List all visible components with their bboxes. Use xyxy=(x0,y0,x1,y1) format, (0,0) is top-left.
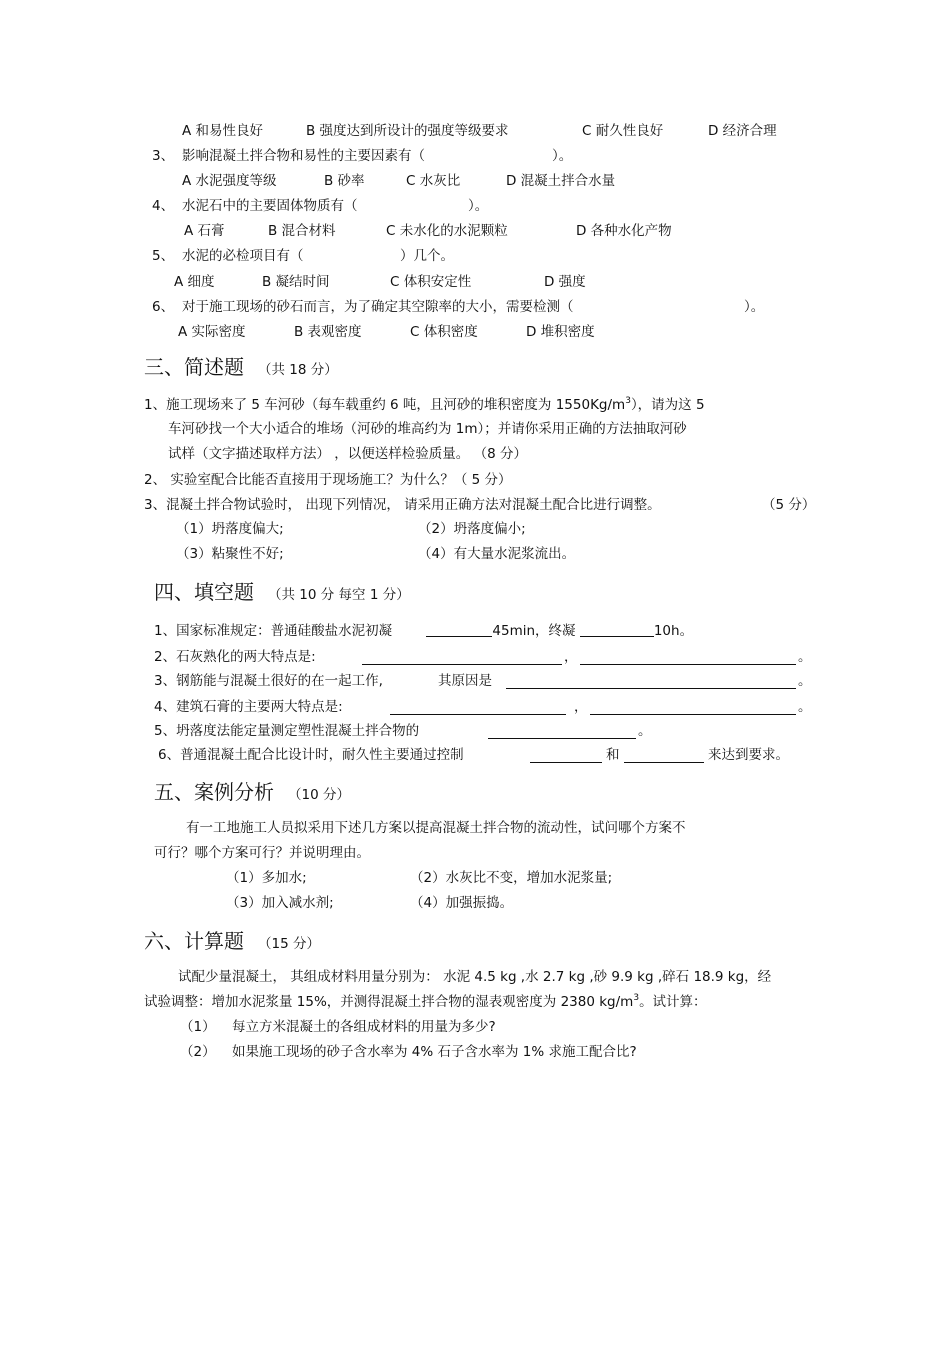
period: 。 xyxy=(798,673,812,689)
option-d: D 强度 xyxy=(544,274,586,290)
calc-text: 试验调整：增加水泥浆量 15%，并测得混凝土拌合物的湿表观密度为 2380 kg/m xyxy=(144,994,634,1010)
q1-text: 1、国家标准规定：普通硅酸盐水泥初凝 xyxy=(154,623,393,639)
fill-blank-q6-end: 来达到要求。 xyxy=(708,747,789,763)
period: 。 xyxy=(798,699,812,715)
list-item: （1）多加水; xyxy=(226,870,307,886)
question-text: 水泥石中的主要固体物质有（ xyxy=(182,198,358,214)
option-b: B 混合材料 xyxy=(268,223,336,239)
short-answer-q1-line2: 车河砂找一个大小适合的堆场（河砂的堆高约为 1m）；并请你采用正确的方法抽取河砂 xyxy=(168,421,687,437)
and-word: 和 xyxy=(606,747,620,763)
calc-paragraph-line1: 试配少量混凝土， 其组成材料用量分别为： 水泥 4.5 kg ,水 2.7 kg ,砂 9.9 kg ,碎石 18.9 kg，经 xyxy=(178,969,772,985)
answer-value: 45min xyxy=(492,623,536,639)
section-points: （共 18 分） xyxy=(258,362,338,378)
superscript: 3 xyxy=(633,993,640,1003)
section-3-heading xyxy=(144,355,338,382)
fill-blank-q3: 3、钢筋能与混凝土很好的在一起工作, xyxy=(154,673,383,689)
option-a: A 实际密度 xyxy=(178,324,246,340)
short-answer-q1-line3: 试样（文字描述取样方法） ，以便送样检验质量。 （8 分） xyxy=(168,446,527,462)
option-c: C 体积密度 xyxy=(410,324,478,340)
list-item: （2）水灰比不变，增加水泥浆量; xyxy=(410,870,613,886)
question-number: 6、 xyxy=(152,299,175,315)
question-close: ）。 xyxy=(552,148,573,164)
answer-blank xyxy=(506,674,796,689)
option-a: A 水泥强度等级 xyxy=(182,173,277,189)
option-c: C 未水化的水泥颗粒 xyxy=(386,223,508,239)
case-paragraph-line1: 有一工地施工人员拟采用下述几方案以提高混凝土拌合物的流动性，试问哪个方案不 xyxy=(186,820,686,836)
calc-q1-number: （1） xyxy=(180,1019,216,1035)
option-a: A 细度 xyxy=(174,274,215,290)
question-text: 对于施工现场的砂石而言，为了确定其空隙率的大小，需要检测（ xyxy=(182,299,574,315)
calc-q2-number: （2） xyxy=(180,1044,216,1060)
question-number: 4、 xyxy=(152,198,175,214)
section-title: 三、简述题 xyxy=(144,355,244,379)
option-b: B 表观密度 xyxy=(294,324,362,340)
answer-blank xyxy=(530,748,602,763)
answer-blank xyxy=(488,724,636,739)
option-a: A 石膏 xyxy=(184,223,225,239)
section-points: （15 分） xyxy=(258,936,320,952)
question-number: 5、 xyxy=(152,248,175,264)
question-close: ）。 xyxy=(468,198,489,214)
fill-blank-q2: 2、石灰熟化的两大特点是: xyxy=(154,649,316,665)
short-answer-q2: 2、 实验室配合比能否直接用于现场施工？为什么？（ 5 分） xyxy=(144,472,512,488)
answer-blank xyxy=(590,700,796,715)
case-paragraph-line2: 可行？哪个方案可行？并说明理由。 xyxy=(154,845,370,861)
option-d: D 各种水化产物 xyxy=(576,223,672,239)
fill-blank-q4: 4、建筑石膏的主要两大特点是: xyxy=(154,699,343,715)
section-points: （10 分） xyxy=(288,787,350,803)
list-item: （2）坍落度偏小; xyxy=(418,521,526,537)
question-number: 3、 xyxy=(152,148,175,164)
option-b: B 凝结时间 xyxy=(262,274,330,290)
list-item: （4）加强振捣。 xyxy=(410,895,514,911)
fill-blank-q3-b: 其原因是 xyxy=(438,673,492,689)
fill-blank-q5: 5、坍落度法能定量测定塑性混凝土拌合物的 xyxy=(154,723,420,739)
calc-text-end: 。试计算： xyxy=(639,994,707,1010)
option-d: D 堆积密度 xyxy=(526,324,595,340)
list-item: （4）有大量水泥浆流出。 xyxy=(418,546,576,562)
calc-paragraph-line2 xyxy=(144,993,707,1011)
option-a: A 和易性良好 xyxy=(182,123,264,139)
calc-q1: 每立方米混凝土的各组成材料的用量为多少? xyxy=(232,1019,496,1035)
option-c: C 水灰比 xyxy=(406,173,461,189)
answer-blank xyxy=(580,650,796,665)
section-points: （共 10 分 每空 1 分） xyxy=(268,587,410,603)
answer-blank xyxy=(390,700,566,715)
section-title: 四、填空题 xyxy=(154,580,254,604)
list-item: （3）加入减水剂; xyxy=(226,895,334,911)
period: 。 xyxy=(798,649,812,665)
fill-blank-q6: 6、普通混凝土配合比设计时，耐久性主要通过控制 xyxy=(158,747,464,763)
calc-q2: 如果施工现场的砂子含水率为 4% 石子含水率为 1% 求施工配合比? xyxy=(232,1044,637,1060)
option-d: D 混凝土拌合水量 xyxy=(506,173,616,189)
list-item: （3）粘聚性不好; xyxy=(176,546,284,562)
answer-value: 10h xyxy=(653,623,680,639)
q1-text: 1、施工现场来了 5 车河砂（每车载重约 6 吨，且河砂的堆积密度为 1550Kg/m xyxy=(144,397,626,413)
question-close: ）。 xyxy=(744,299,765,315)
short-answer-q3: 3、混凝土拌合物试验时， 出现下列情况， 请采用正确方法对混凝土配合比进行调整。 xyxy=(144,497,661,513)
section-5-heading xyxy=(154,780,350,807)
answer-blank xyxy=(624,748,704,763)
section-4-heading xyxy=(154,580,410,607)
answer-blank xyxy=(580,622,654,637)
comma: ， xyxy=(564,649,578,665)
section-6-heading xyxy=(144,929,320,956)
option-c: C 耐久性良好 xyxy=(582,123,664,139)
answer-blank xyxy=(426,622,492,637)
list-item: （1）坍落度偏大; xyxy=(176,521,284,537)
fill-blank-q1 xyxy=(154,622,693,640)
period: 。 xyxy=(679,623,694,639)
section-title: 六、计算题 xyxy=(144,929,244,953)
short-answer-q3-points: （5 分） xyxy=(762,497,816,513)
section-title: 五、案例分析 xyxy=(154,780,274,804)
option-b: B 砂率 xyxy=(324,173,365,189)
question-close: ）几个。 xyxy=(400,248,454,264)
q1-text-mid: ，终凝 xyxy=(535,623,576,639)
question-text: 水泥的必检项目有（ xyxy=(182,248,304,264)
option-c: C 体积安定性 xyxy=(390,274,472,290)
period: 。 xyxy=(638,723,652,739)
q1-text-end: ），请为这 5 xyxy=(630,397,705,413)
comma: ， xyxy=(574,699,588,715)
option-b: B 强度达到所设计的强度等级要求 xyxy=(306,123,509,139)
option-d: D 经济合理 xyxy=(708,123,777,139)
superscript: 3 xyxy=(625,396,631,406)
question-text: 影响混凝土拌合物和易性的主要因素有（ xyxy=(182,148,425,164)
answer-blank xyxy=(362,650,562,665)
short-answer-q1-line1 xyxy=(144,396,705,414)
